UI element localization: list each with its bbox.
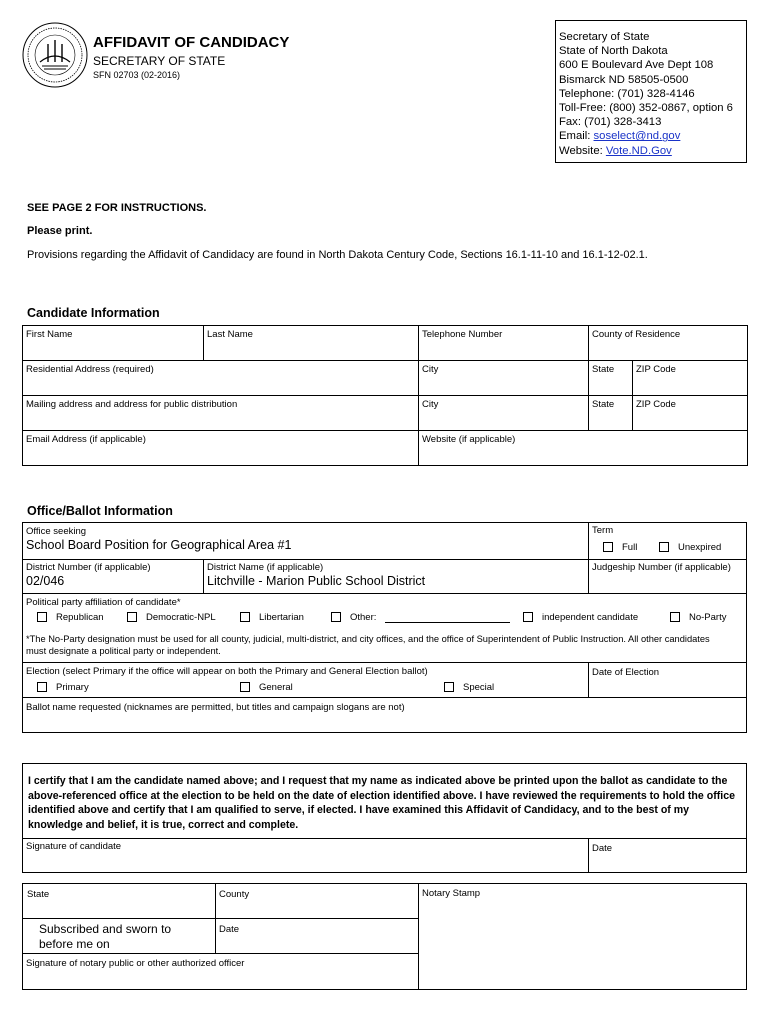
party-noparty-checkbox[interactable] xyxy=(670,612,680,622)
see-page-instruction: SEE PAGE 2 FOR INSTRUCTIONS. xyxy=(27,202,207,214)
first-name-field[interactable] xyxy=(23,326,204,361)
website-link[interactable]: Vote.ND.Gov xyxy=(605,144,672,157)
election-primary-label: Primary xyxy=(56,682,89,693)
contact-line: Bismarck ND 58505-0500 xyxy=(559,73,689,86)
state-label: State xyxy=(592,399,615,410)
judgeship-label: Judgeship Number (if applicable) xyxy=(592,562,731,573)
party-democratic-label: Democratic-NPL xyxy=(146,612,216,623)
office-seeking-value[interactable]: School Board Position for Geographical Area #1 xyxy=(26,538,292,552)
district-name-value[interactable]: Litchville - Marion Public School District xyxy=(207,574,426,588)
district-number-value[interactable]: 02/046 xyxy=(26,574,65,588)
term-unexpired-label: Unexpired xyxy=(678,542,722,553)
office-section-heading: Office/Ballot Information xyxy=(27,504,173,518)
please-print: Please print. xyxy=(27,225,93,237)
party-label: Political party affiliation of candidate* xyxy=(26,597,181,608)
telephone-label: Telephone Number xyxy=(422,329,503,340)
state-label: State xyxy=(592,364,615,375)
mail-zip-field[interactable] xyxy=(633,396,748,431)
certification-text: I certify that I am the candidate named above; and I request that my name as indicated above be printed upon the ballot as candidate to the above-referenced office at the election to be held on the date of election identified above. I have reviewed the requirements to hold the office identified above and certify that I am qualified to serve, if elected. I have examined this Affidavit of Candidacy, and to the best of my knowledge and belief, it is true, correct and complete. xyxy=(28,775,735,831)
contact-line: 600 E Boulevard Ave Dept 108 xyxy=(559,59,714,72)
office-seeking-label: Office seeking xyxy=(26,526,87,537)
district-number-label: District Number (if applicable) xyxy=(26,562,151,573)
term-full-checkbox[interactable] xyxy=(603,542,613,552)
county-field[interactable] xyxy=(589,326,748,361)
candidate-section-heading: Candidate Information xyxy=(27,306,160,320)
candidate-date-field[interactable] xyxy=(589,854,746,872)
mail-city-field[interactable] xyxy=(419,396,589,431)
email-field[interactable] xyxy=(23,431,419,466)
party-democratic-checkbox[interactable] xyxy=(127,612,137,622)
last-name-label: Last Name xyxy=(207,329,253,340)
zip-label: ZIP Code xyxy=(636,364,676,375)
noparty-note: *The No-Party designation must be used for all county, judicial, multi-district, and city offices, and the office of Superintendent of Public Instruction. All other candidates must designate a political party or independent. xyxy=(26,634,710,656)
contact-line: Secretary of State xyxy=(559,31,650,43)
provisions-text: Provisions regarding the Affidavit of Candidacy are found in North Dakota Century Code, Sections 16.1-11-10 and 16.1-12-02.1. xyxy=(27,249,648,261)
party-libertarian-checkbox[interactable] xyxy=(240,612,250,622)
candidate-date-label: Date xyxy=(592,843,613,854)
election-general-label: General xyxy=(259,682,293,693)
city-label: City xyxy=(422,364,439,375)
election-special-label: Special xyxy=(463,682,495,693)
notary-signature-field[interactable] xyxy=(23,969,417,989)
email-address-label: Email Address (if applicable) xyxy=(26,434,146,445)
website-label: Website: xyxy=(559,144,606,157)
date-of-election-label: Date of Election xyxy=(592,667,660,678)
telephone-field[interactable] xyxy=(419,326,589,361)
contact-telephone: Telephone: (701) 328-4146 xyxy=(559,87,695,100)
candidate-table xyxy=(22,325,748,466)
mailing-address-field[interactable] xyxy=(23,396,419,431)
notary-signature-label: Signature of notary public or other authorized officer xyxy=(26,958,245,969)
notary-date-label: Date xyxy=(219,924,240,935)
contact-box xyxy=(555,20,747,163)
mailing-address-label: Mailing address and address for public distribution xyxy=(26,399,238,410)
city-label: City xyxy=(422,399,439,410)
zip-label: ZIP Code xyxy=(636,399,676,410)
term-full-label: Full xyxy=(622,542,638,553)
party-noparty-label: No-Party xyxy=(689,612,727,623)
form-number: SFN 02703 (02-2016) xyxy=(93,70,181,80)
party-independent-checkbox[interactable] xyxy=(523,612,533,622)
party-other-label: Other: xyxy=(350,612,377,623)
last-name-field[interactable] xyxy=(204,326,419,361)
residential-address-label: Residential Address (required) xyxy=(26,364,154,375)
form-title: AFFIDAVIT OF CANDIDACY xyxy=(93,34,290,51)
party-republican-label: Republican xyxy=(56,612,104,623)
res-zip-field[interactable] xyxy=(633,361,748,396)
website-address-label: Website (if applicable) xyxy=(422,434,516,445)
term-unexpired-checkbox[interactable] xyxy=(659,542,669,552)
mail-state-field[interactable] xyxy=(589,396,633,431)
contact-line: State of North Dakota xyxy=(559,45,668,58)
email-label: Email: xyxy=(559,130,594,143)
res-city-field[interactable] xyxy=(419,361,589,396)
election-general-checkbox[interactable] xyxy=(240,682,250,692)
residential-address-field[interactable] xyxy=(23,361,419,396)
party-other-checkbox[interactable] xyxy=(331,612,341,622)
candidate-signature-field[interactable] xyxy=(23,852,587,872)
party-other-input[interactable] xyxy=(385,622,510,623)
notary-state-label: State xyxy=(27,889,50,900)
notary-county-label: County xyxy=(219,889,250,900)
ballot-name-label: Ballot name requested (nicknames are permitted, but titles and campaign slogans are not) xyxy=(26,702,405,713)
notary-stamp-label: Notary Stamp xyxy=(422,888,481,899)
district-name-label: District Name (if applicable) xyxy=(207,562,324,573)
party-republican-checkbox[interactable] xyxy=(37,612,47,622)
agency-name: SECRETARY OF STATE xyxy=(93,54,226,68)
res-state-field[interactable] xyxy=(589,361,633,396)
election-special-checkbox[interactable] xyxy=(444,682,454,692)
contact-fax: Fax: (701) 328-3413 xyxy=(559,116,662,129)
party-independent-label: independent candidate xyxy=(542,612,639,623)
sworn-text: Subscribed and sworn to before me on xyxy=(39,922,172,951)
email-link[interactable]: soselect@nd.gov xyxy=(593,130,681,143)
state-seal-icon xyxy=(22,22,88,88)
party-libertarian-label: Libertarian xyxy=(259,612,304,623)
first-name-label: First Name xyxy=(26,329,73,340)
term-label: Term xyxy=(592,525,614,536)
election-label: Election (select Primary if the office will appear on both the Primary and General Election ballot) xyxy=(26,666,428,677)
notary-stamp-area[interactable] xyxy=(419,899,746,989)
website-field[interactable] xyxy=(419,431,748,466)
contact-tollfree: Toll-Free: (800) 352-0867, option 6 xyxy=(559,102,733,115)
county-label: County of Residence xyxy=(592,329,681,340)
candidate-signature-label: Signature of candidate xyxy=(26,841,122,852)
election-primary-checkbox[interactable] xyxy=(37,682,47,692)
